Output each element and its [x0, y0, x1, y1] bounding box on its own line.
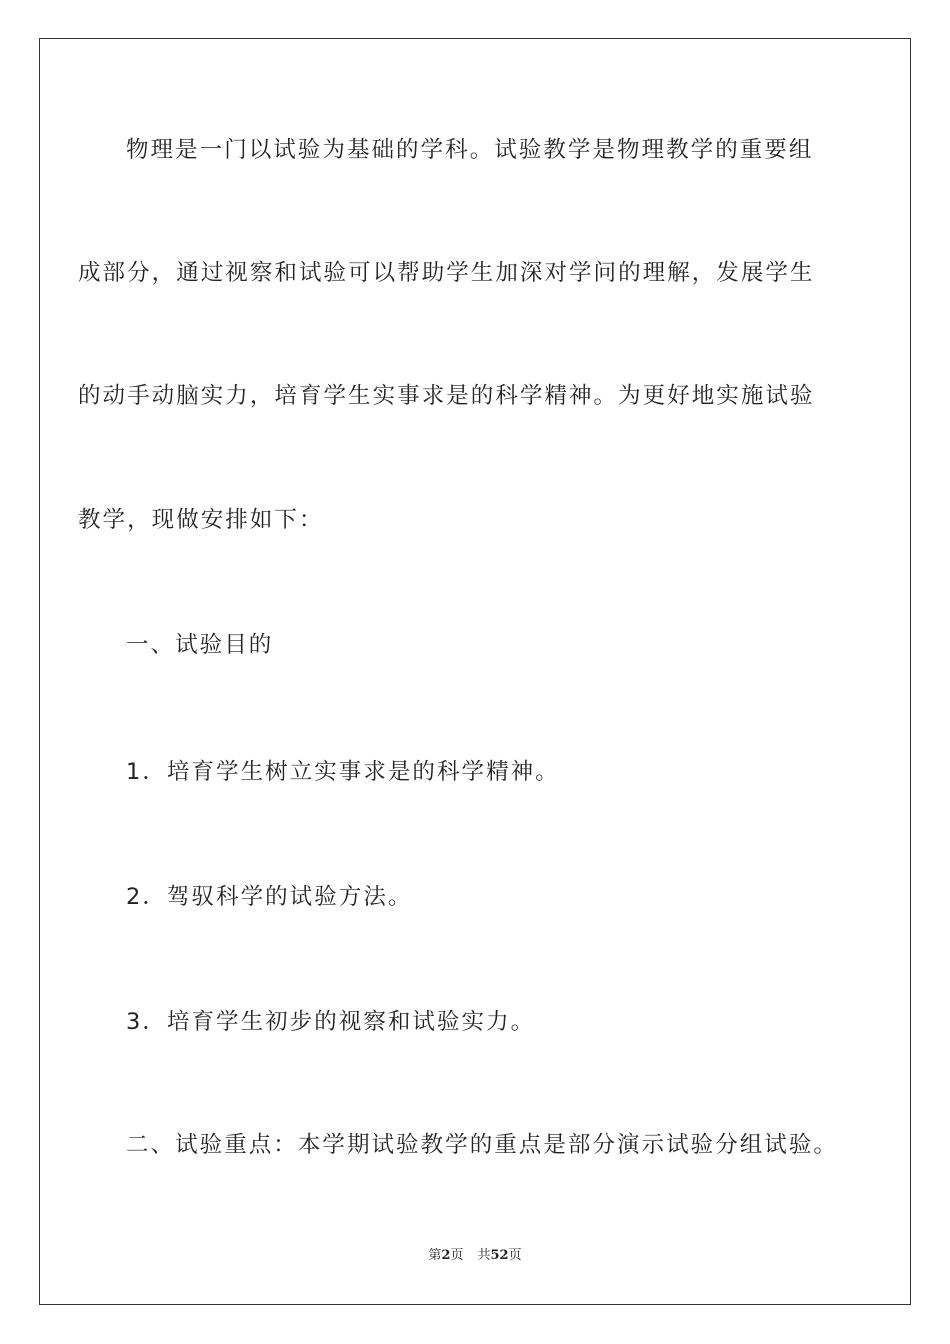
total-label-suffix: 页: [508, 1248, 522, 1263]
paragraph-line: 的动手动脑实力，培育学生实事求是的科学精神。为更好地实施试验: [78, 383, 815, 409]
section-heading-objectives: 一、试验目的: [126, 632, 274, 658]
paragraph-line: 成部分，通过视察和试验可以帮助学生加深对学问的理解，发展学生: [78, 260, 815, 286]
paragraph-line: 物理是一门以试验为基础的学科。试验教学是物理教学的重要组: [126, 137, 814, 163]
list-item: 3．培育学生初步的视察和试验实力。: [126, 1009, 536, 1035]
list-item: 2．驾驭科学的试验方法。: [126, 884, 413, 910]
section-heading-key-points: 二、试验重点：本学期试验教学的重点是部分演示试验分组试验。: [126, 1132, 838, 1158]
total-label-prefix: 共: [477, 1248, 491, 1263]
page-label-prefix: 第: [428, 1248, 442, 1263]
page-number-footer: [0, 1244, 950, 1263]
total-page-count: 52: [490, 1248, 509, 1263]
paragraph-line: 教学，现做安排如下：: [78, 507, 324, 533]
page-label-suffix: 页: [450, 1248, 464, 1263]
current-page-number: 2: [441, 1248, 451, 1263]
page-border: [39, 38, 911, 1305]
list-item: 1．培育学生树立实事求是的科学精神。: [126, 759, 560, 785]
